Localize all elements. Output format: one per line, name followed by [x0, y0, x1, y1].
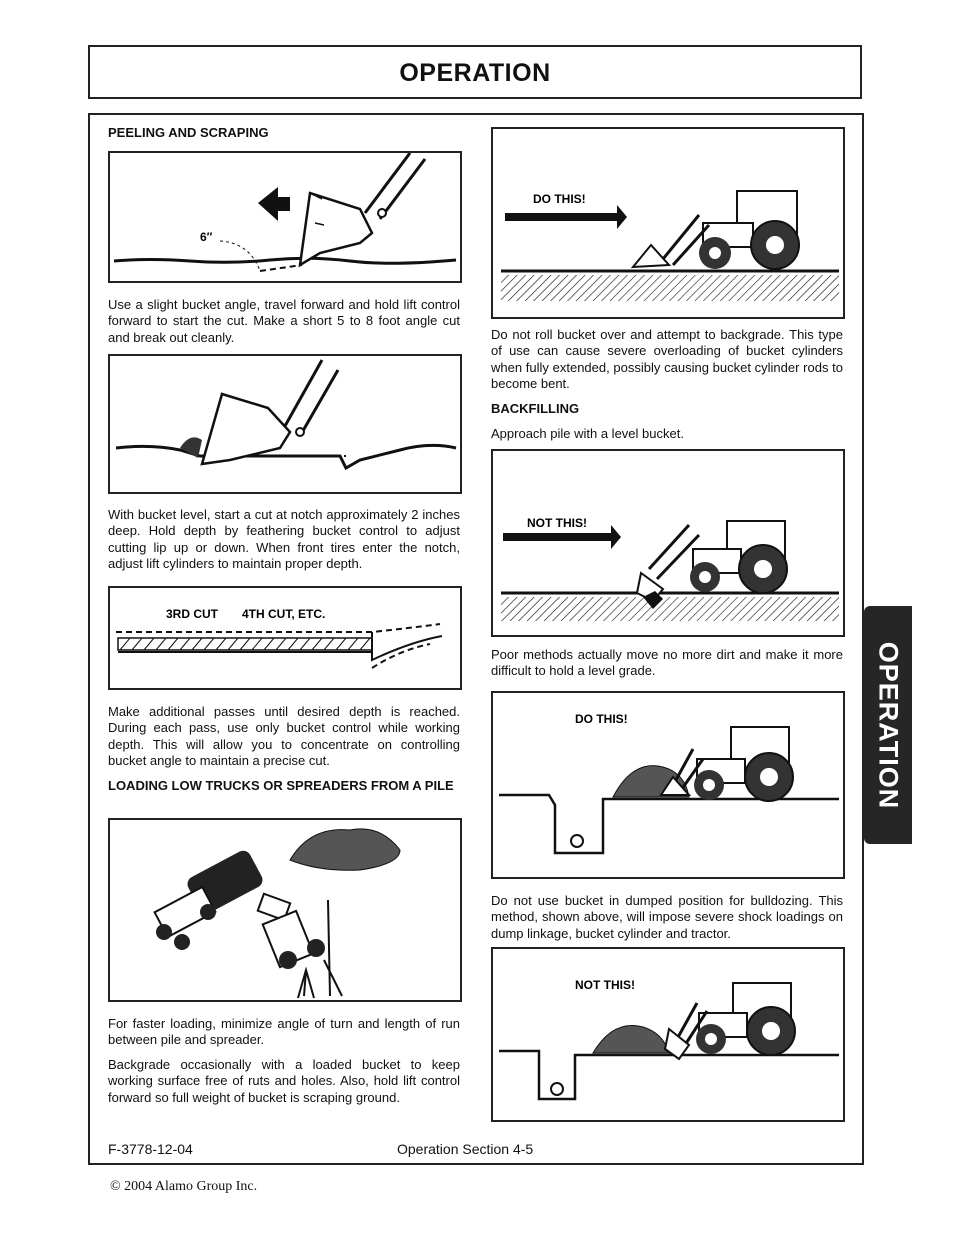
- figure-peeling-bucket: [108, 151, 462, 283]
- figure-backgrade-not-this: [491, 449, 845, 637]
- figure-level-bucket-notch: [108, 354, 462, 494]
- peeling-illustration: [110, 153, 460, 281]
- backfill-dumped-illustration: [493, 949, 843, 1120]
- left-para-2: With bucket level, start a cut at notch approximately 2 inches deep. Hold depth by feathering bucket control to adjust cutting lip up or down. When front tires enter the notch, adjust lift cylinders to maintain proper depth.: [108, 507, 460, 571]
- right-para-4: Do not use bucket in dumped position for bulldozing. This method, shown above, will impose severe shock loadings on dump linkage, bucket cylinder and tractor.: [491, 893, 843, 941]
- fig6-label: NOT THIS!: [527, 516, 587, 530]
- backgrade-illustration: [493, 129, 843, 317]
- heading-loading-trucks: LOADING LOW TRUCKS OR SPREADERS FROM A PILE: [108, 778, 454, 793]
- figure-backfill-not-this: [491, 947, 845, 1122]
- fig1-depth-label: 6″: [200, 230, 213, 244]
- left-para-3: Make additional passes until desired depth is reached. During each pass, use only bucket control while working depth. This will allow you to concentrate on controlling bucket angle to maintain a precise cut.: [108, 704, 460, 768]
- figure-successive-cuts: [108, 586, 462, 690]
- section-tab: [864, 606, 912, 844]
- left-para-4: For faster loading, minimize angle of turn and length of run between pile and spreader.: [108, 1016, 460, 1048]
- copyright: © 2004 Alamo Group Inc.: [110, 1179, 258, 1194]
- notch-illustration: [110, 356, 460, 492]
- figure-loading-spreader: [108, 818, 462, 1002]
- figure-backfill-do-this: [491, 691, 845, 879]
- fig7-label: DO THIS!: [575, 712, 628, 726]
- figure-backgrade-do-this: [491, 127, 845, 319]
- footer-doc-number: F-3778-12-04: [108, 1141, 193, 1157]
- fig5-label: DO THIS!: [533, 192, 586, 206]
- section-tab-label: OPERATION: [873, 641, 904, 810]
- heading-backfilling: BACKFILLING: [491, 401, 580, 416]
- fig3-label-4th-cut: 4TH CUT, ETC.: [242, 607, 326, 621]
- backfill-level-illustration: [493, 693, 843, 877]
- page-header: [88, 45, 862, 99]
- fig8-label: NOT THIS!: [575, 978, 635, 992]
- loading-illustration: [110, 820, 460, 1000]
- fig3-label-3rd-cut: 3RD CUT: [166, 607, 219, 621]
- cuts-diagram: [110, 588, 460, 688]
- right-para-1: Do not roll bucket over and attempt to backgrade. This type of use can cause severe overloading of bucket cylinders when fully extended, possibly causing bucket cylinder rods to become bent.: [491, 327, 843, 391]
- rolled-bucket-illustration: [493, 451, 843, 635]
- right-para-2: Approach pile with a level bucket.: [491, 426, 684, 441]
- left-para-1: Use a slight bucket angle, travel forward and hold lift control forward to start the cut. Make a short 5 to 8 foot angle cut and break out cleanly.: [108, 297, 460, 345]
- left-para-5: Backgrade occasionally with a loaded bucket to keep working surface free of ruts and holes. Also, hold lift control forward so full weight of bucket is scraping ground.: [108, 1057, 460, 1105]
- page-title: OPERATION: [399, 59, 551, 87]
- right-para-3: Poor methods actually move no more dirt and make it more difficult to hold a level grade.: [491, 647, 843, 679]
- heading-peeling-scraping: PEELING AND SCRAPING: [108, 125, 269, 140]
- footer-section: Operation Section 4-5: [397, 1141, 534, 1157]
